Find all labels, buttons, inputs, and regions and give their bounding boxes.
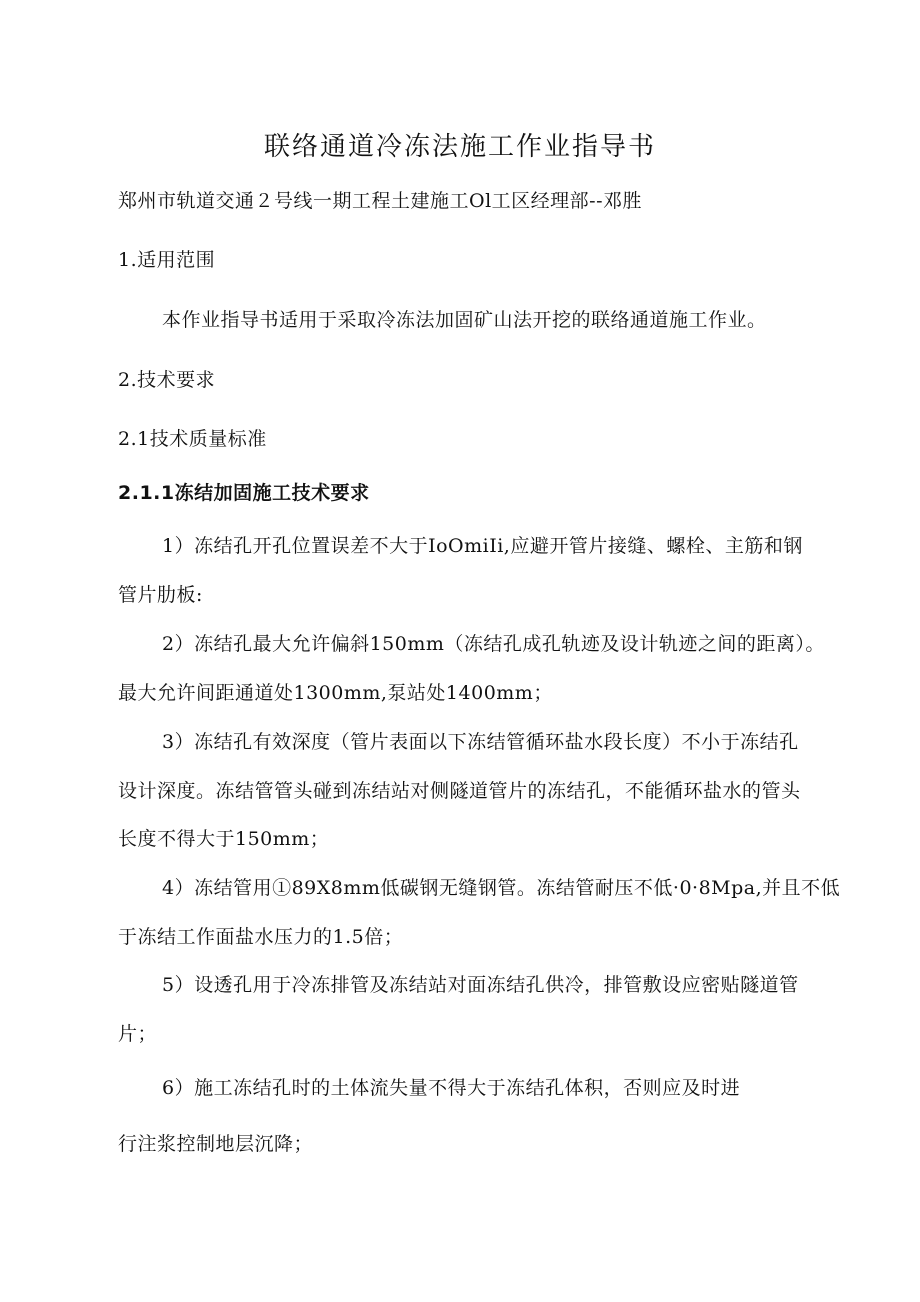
item-3-line-1: 3）冻结孔有效深度（管片表面以下冻结管循环盐水段长度）不小于冻结孔 (162, 731, 799, 753)
item-3-line-2: 设计深度。冻结管管头碰到冻结站对侧隧道管片的冻结孔，不能循环盐水的管头 (118, 780, 801, 802)
item-2-line-2: 最大允许间距通道处1300mm,泵站处1400mm； (118, 682, 553, 704)
section-2-heading: 2.技术要求 (118, 369, 216, 391)
item-3-line-3: 长度不得大于150mm； (118, 828, 330, 850)
item-6-line-1: 6）施工冻结孔时的土体流失量不得大于冻结孔体积，否则应及时进 (162, 1077, 741, 1099)
item-4-line-2: 于冻结工作面盐水压力的1.5倍； (118, 926, 404, 948)
section-1-heading: 1.适用范围 (118, 249, 216, 271)
section-2-1-1-heading: 2.1.1冻结加固施工技术要求 (118, 482, 370, 504)
section-1-body: 本作业指导书适用于采取冷冻法加固矿山法开挖的联络通道施工作业。 (162, 309, 767, 331)
document-title: 联络通道冷冻法施工作业指导书 (263, 132, 656, 162)
item-4-line-1: 4）冻结管用①89X8mm低碳钢无缝钢管。冻结管耐压不低·0·8Mpa,并且不低 (162, 877, 841, 899)
item-5-line-2: 片； (118, 1023, 158, 1045)
item-1-line-1: 1）冻结孔开孔位置误差不大于IoOmiIi,应避开管片接缝、螺栓、主筋和钢 (162, 535, 803, 557)
section-2-1-heading: 2.1技术质量标准 (118, 428, 267, 450)
item-2-line-1: 2）冻结孔最大允许偏斜150mm（冻结孔成孔轨迹及设计轨迹之间的距离）。 (162, 633, 825, 655)
item-6-line-2: 行注浆控制地层沉降； (118, 1133, 314, 1155)
author-line: 郑州市轨道交通２号线一期工程土建施工Ol工区经理部--邓胜 (118, 190, 642, 212)
item-1-line-2: 管片肋板: (118, 584, 203, 606)
item-5-line-1: 5）设透孔用于冷冻排管及冻结站对面冻结孔供冷，排管敷设应密贴隧道管 (162, 974, 799, 996)
